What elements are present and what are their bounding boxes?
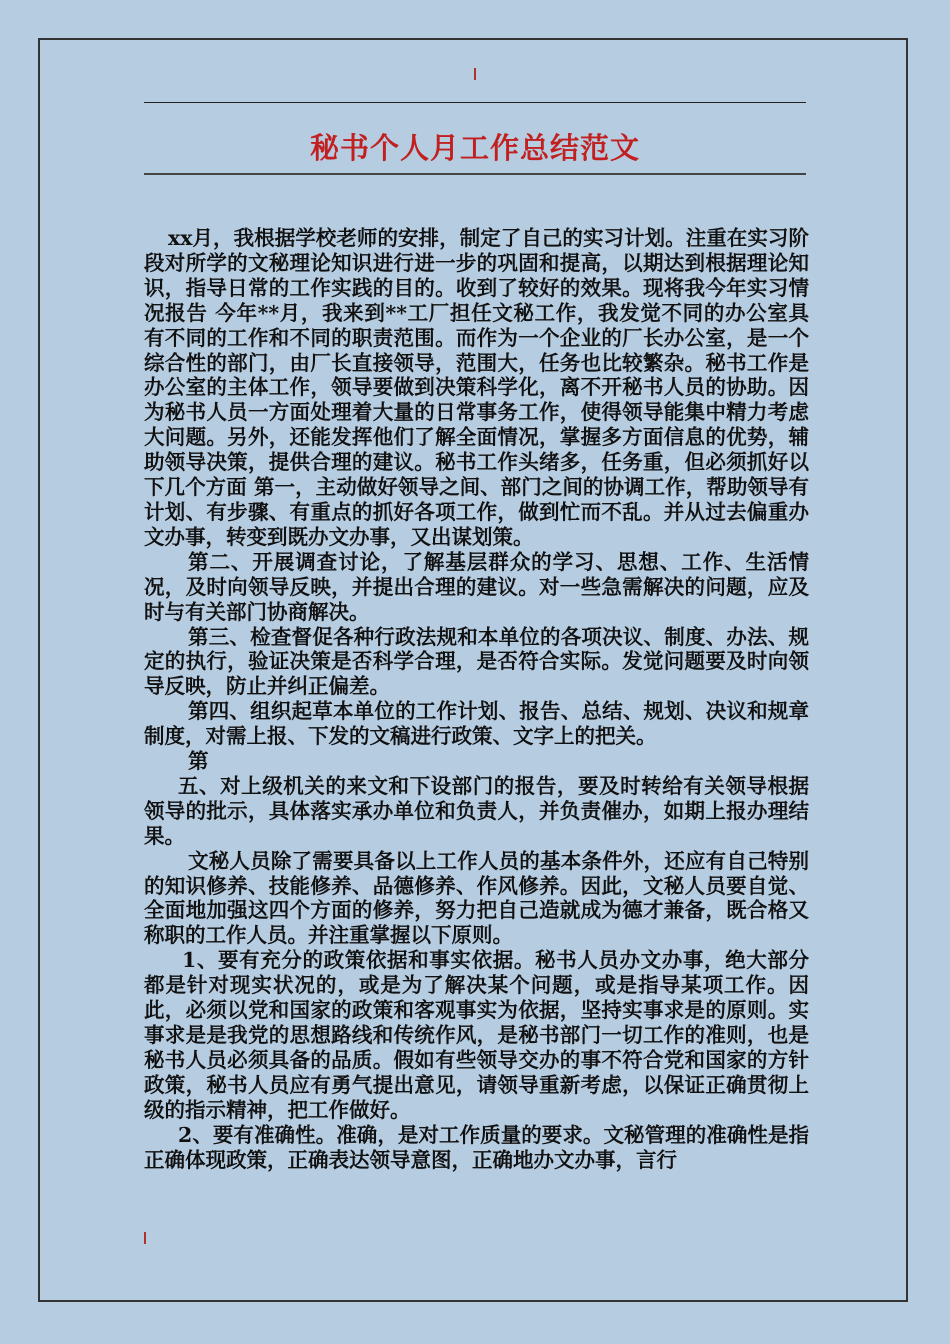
title-rule bbox=[144, 173, 806, 175]
footer-marker bbox=[144, 1232, 146, 1244]
document-body bbox=[144, 226, 809, 1172]
paragraph: 第四、组织起草本单位的工作计划、报告、总结、规划、决议和规章制度，对需上报、下发的文稿进行政策、文字上的把关。 bbox=[144, 699, 809, 749]
paragraph: 五、对上级机关的来文和下设部门的报告，要及时转给有关领导根据领导的批示，具体落实承办单位和负责人，并负责催办，如期上报办理结果。 bbox=[144, 773, 809, 848]
header-marker bbox=[474, 68, 476, 80]
paragraph: 2、要有准确性。准确，是对工作质量的要求。文秘管理的准确性是指正确体现政策，正确表达领导意图，正确地办文办事，言行 bbox=[144, 1122, 809, 1172]
header-rule bbox=[144, 102, 806, 103]
paragraph: xx月，我根据学校老师的安排，制定了自己的实习计划。注重在实习阶段对所学的文秘理论知识进行进一步的巩固和提高，以期达到根据理论知识，指导日常的工作实践的目的。收到了较好的效果。现将我今年实习情况报告 今年**月，我来到**工厂担任文秘工作，我发觉不同的办公室具有不同的工作和不同的职责范围。而作为一个企业的厂长办公室，是一个综合性的部门，由厂长直接领导，范围大，任务也比较繁杂。秘书工作是办公室的主体工作，领导要做到决策科学化，离不开秘书人员的协助。因为秘书人员一方面处理着大量的日常事务工作，使得领导能集中精力考虑大问题。另外，还能发挥他们了解全面情况，掌握多方面信息的优势，辅助领导决策，提供合理的建议。秘书工作头绪多，任务重，但必须抓好以下几个方面 第一，主动做好领导之间、部门之间的协调工作，帮助领导有计划、有步骤、有重点的抓好各项工作，做到忙而不乱。并从过去偏重办文办事，转变到既办文办事，又出谋划策。 bbox=[144, 226, 809, 549]
paragraph: 第三、检查督促各种行政法规和本单位的各项决议、制度、办法、规定的执行，验证决策是否科学合理，是否符合实际。发觉问题要及时向领导反映，防止并纠正偏差。 bbox=[144, 624, 809, 699]
paragraph: 1、要有充分的政策依据和事实依据。秘书人员办文办事，绝大部分都是针对现实状况的，或是为了解决某个问题，或是指导某项工作。因此，必须以党和国家的政策和客观事实为依据，坚持实事求是的原则。实事求是是我党的思想路线和传统作风，是秘书部门一切工作的准则，也是秘书人员必须具备的品质。假如有些领导交办的事不符合党和国家的方针政策，秘书人员应有勇气提出意见，请领导重新考虑，以保证正确贯彻上级的指示精神，把工作做好。 bbox=[144, 948, 809, 1122]
paragraph: 第 bbox=[188, 749, 209, 774]
paragraph: 第二、开展调查讨论，了解基层群众的学习、思想、工作、生活情况，及时向领导反映，并提出合理的建议。对一些急需解决的问题，应及时与有关部门协商解决。 bbox=[144, 549, 809, 624]
document-title: 秘书个人月工作总结范文 bbox=[309, 131, 640, 165]
paragraph: 文秘人员除了需要具备以上工作人员的基本条件外，还应有自己特别的知识修养、技能修养、品德修养、作风修养。因此，文秘人员要自觉、全面地加强这四个方面的修养，努力把自己造就成为德才兼备，既合格又称职的工作人员。并注重掌握以下原则。 bbox=[144, 848, 809, 948]
